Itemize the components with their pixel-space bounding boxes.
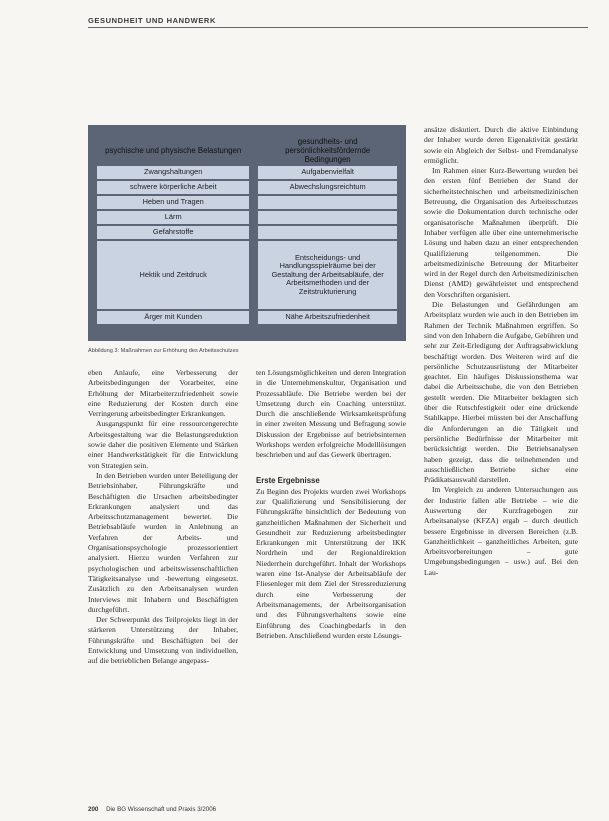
table-row [97,226,397,239]
table-row [97,241,397,309]
table-cell-right [258,226,397,239]
table-cell-left: Zwangshaltungen [97,166,249,179]
paragraph: Im Vergleich zu anderen Untersuchungen aus der Industrie fallen alle Betriebe – wie die Auswertung der Kurzfragebogen zur Arbeitsanalyse (KFZA) ergab – durch deutlich bessere Ergebnisse in diversen Bereichen (z.B. Ganzheitlichkeit – ganzheitliches Arbeiten, gute Arbeitsvorbereitungen – gute Umgebungsbedingungen – usw.) auf. Bei den Lau- [424,485,578,577]
figure-caption: Abbildung 3: Maßnahmen zur Erhöhung des Arbeitsschutzes [88,348,239,354]
page-number: 200 [88,806,99,813]
table-row [97,166,397,179]
paragraph: In den Betrieben wurden unter Beteiligung der Betriebsinhaber, Führungskräfte und Beschäftigten die Ursachen arbeitsbedingter Erkrankungen analysiert und das Arbeitsschutzmanagement bewertet. Die Betriebsabläufe wurden in Anlehnung an Verfahren der Arbeits- und Organisationspsychologie prozessorientiert analysiert. Hierzu wurden Verfahren zur psychologischen und arbeitswissenschaftlichen Tätigkeitsanalyse und -bewertung eingesetzt. Zusätzlich zu den Arbeitsanalysen wurden Interviews mit Inhabern und Beschäftigten durchgeführt. [88,470,238,614]
table-row [97,181,397,194]
table-cell-right: Entscheidungs- und Handlungsspielräume bei der Gestaltung der Arbeitsabläufe, der Arbeitsmethoden und der Zeitstrukturierung [258,241,397,309]
paragraph: eben Anlaufe, eine Verbesserung der Arbeitsbedingungen der Vorarbeiter, eine Erhöhung der Mitarbeiterzufriedenheit sowie eine Reduzierung der Kosten durch eine Verringerung arbeitsbedingter Erkrankungen. [88,368,238,419]
table-cell-right [258,211,397,224]
paragraph: Zu Beginn des Projekts wurden zwei Workshops zur Qualifizierung und Sensibilisierung der Führungskräfte hinsichtlich der Bedeutung von ganzheitlichen Maßnahmen der Sicherheit und Gesundheit zur Reduzierung arbeitsbedingter Erkrankungen mit Unterstützung der IKK Nordrhein und der Regionaldirektion Niederrhein durchgeführt. Inhalt der Workshops waren eine Ist-Analyse der Arbeitsabläufe der Fliesenleger mit dem Ziel der Stressreduzierung durch eine Verbesserung der Arbeitsmanagements, der Arbeitsorganisation und des Führungsverhaltens sowie eine Einführung des Coachingbedarfs in den Betrieben. Anschließend wurden erste Lösungs- [256,486,406,640]
table-row [97,196,397,209]
text-column-1 [88,368,238,667]
page-footer [88,806,216,813]
paragraph: ansätze diskutiert. Durch die aktive Einbindung der Inhaber wurde deren Eigenaktivität gestärkt sowie ein Abgleich der Selbst- und Fremdanalyse ermöglicht. [424,125,578,165]
paragraph: Die Belastungen und Gefährdungen am Arbeitsplatz wurden wie auch in den Betrieben im Rahmen der Technik Maßnahmen ergriffen. So sind von den Inhabern die Aufgabe, Gebühren und sehr zur Zeit-Erledigung der Auftragsabwicklung beschäftigt worden. Des Weiteren wird auf die persönliche Schutzausrüstung der Mitarbeiter geachtet. Ein häufiges Diskussionsthema war dabei die Arbeitsschuhe, die von den Betrieben gestellt werden. Die Mitarbeiter beklagten sich über die Rutschfestigkeit oder eine drückende Stahlkappe. Hierbei müssten bei der Anschaffung die Anforderungen an die Tätigkeit und persönliche Bedürfnisse der Mitarbeiter mit berücksichtigt werden. Die Betriebsanalysen haben gezeigt, dass die teilnehmenden und ausschließlichen Betriebe sicher eine Prädikatsauswahl darstellen. [424,300,578,485]
table-cell-left: Gefahrstoffe [97,226,249,239]
comparison-table [97,134,397,326]
table-cell-left: schwere körperliche Arbeit [97,181,249,194]
header-rule [88,27,588,28]
journal-name: Die BG Wissenschaft und Praxis 3/2006 [106,806,217,813]
table-cell-left: Hektik und Zeitdruck [97,241,249,309]
text-column-2 [256,368,406,641]
paragraph: Ausgangspunkt für eine ressourcengerechte Arbeitsgestaltung war die Belastungsreduktion sowie daher die positiven Elemente und Stärken einer Handwerkstätigkeit für die Entwicklung von Strategien sein. [88,419,238,470]
table-header-left: psychische und physische Belastungen [97,136,249,164]
running-head: GESUNDHEIT UND HANDWERK [88,16,216,25]
table-header-right: gesundheits- und persönlichkeitsfördernde Bedingungen [258,136,397,164]
table-row [97,311,397,324]
table-cell-left: Heben und Tragen [97,196,249,209]
table-cell-left: Ärger mit Kunden [97,311,249,324]
table-cell-left: Lärm [97,211,249,224]
section-heading: Erste Ergebnisse [256,475,320,485]
paragraph: ten Lösungsmöglichkeiten und deren Integration in die Unternehmenskultur, Organisation und Prozessabläufe. Die Betriebe werden bei der Umsetzung durch ein Coaching unterstützt. Durch die anschließende Wirksamkeitsprüfung in einer zweiten Messung und Befragung sowie Diskussion der Ergebnisse auf betriebsinternen Workshops werden erfolgreiche Modelllösungen beschrieben und auf das Gewerk übertragen. [256,368,406,460]
paragraph: Der Schwerpunkt des Teilprojekts liegt in der stärkeren Unterstützung der Inhaber, Führungskräfte und Beschäftigten bei der Entwicklung und Umsetzung von individuellen, auf die betrieblichen Belange angepass- [88,615,238,666]
table-cell-right: Aufgabenvielfalt [258,166,397,179]
figure-table [88,125,406,341]
table-row [97,211,397,224]
table-cell-right [258,196,397,209]
table-cell-right: Abwechslungsreichtum [258,181,397,194]
paragraph: Im Rahmen einer Kurz-Bewertung wurden bei den ersten fünf Betrieben der Stand der sicherheitstechnischen und arbeitsmedizinischen Betreuung, die Organisation des Arbeitsschutzes sowie die Dokumentation durch technische oder organisatorische Maßnahmen überprüft. Die Inhaber verfügen alle über eine unternehmerische Lösung und haben dazu an einer entsprechenden Qualifizierung teilgenommen. Die arbeitsmedizinische Betreuung der Mitarbeiter wird in der Regel durch den Arbeitsmedizinischen Dienst (AMD) gewährleistet und entsprechend den Vorschriften organisiert. [424,166,578,299]
table-cell-right: Nähe Arbeitszufriedenheit [258,311,397,324]
text-column-3 [424,125,578,578]
